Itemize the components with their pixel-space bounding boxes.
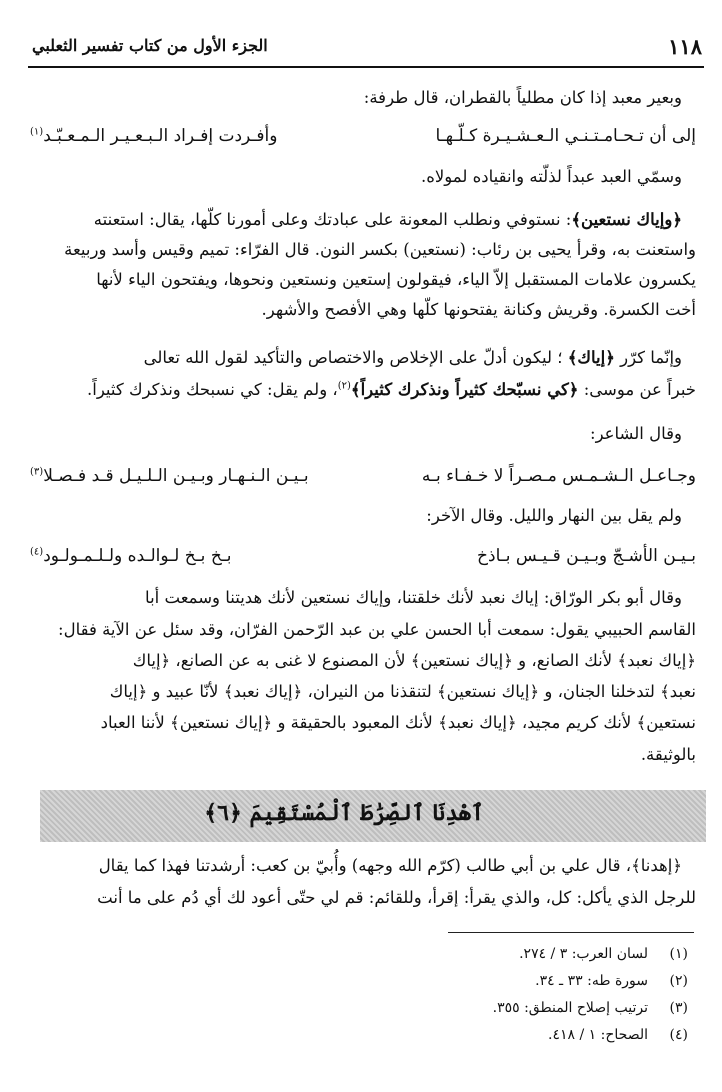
footnote-text: سورة طه: ٣٣ ـ ٣٤. [535,973,648,989]
text-span: خبراً عن موسى: [583,380,696,399]
verse-hemistich-left [30,546,232,566]
text-line: وقال الشاعر: [590,424,682,443]
verse-hemistich-left [30,126,277,146]
text-span: : نستوفي ونطلب المعونة على عبادتك وعلى أمورنا كلّها، يقال: استعنته [93,210,572,229]
footnote-number: (٣) [669,1000,688,1016]
page-number: ١١٨ [668,34,702,59]
text-line [87,380,696,400]
text-line: نعبد﴾ لتدخلنا الجنان، و ﴿إياك نستعين﴾ لتنقذنا من النيران، ﴿إياك نعبد﴾ لأنّا عبيد و ﴿إياك [109,682,696,701]
footnote-text: لسان العرب: ٣ / ٢٧٤. [519,946,648,962]
text-line: وقال أبو بكر الورّاق: إياك نعبد لأنك خلقتنا، وإياك نستعين لأنك هديتنا وسمعت أبا [145,588,682,607]
text-line: ﴿إهدنا﴾، قال علي بن أبي طالب (كرّم الله وجهه) وأُبيّ بن كعب: أرشدتنا فهذا كما يقال [98,856,682,875]
footnote-text: الصحاح: ١ / ٤١٨. [548,1027,648,1043]
footnote-text: ترتيب إصلاح المنطق: ٣٥٥. [492,1000,648,1016]
text-line: بالوثيقة. [640,745,696,764]
quran-verse-banner [40,790,706,842]
text-line: للرجل الذي يأكل: كل، والذي يقرأ: إقرأ، وللقائم: قم لي حتّى أعود لك أي دُم على ما أنت [97,888,696,907]
verse-text: بـخ بـخ لـوالـده ولـلـمـولـود [43,546,232,566]
text-line: وبعير معبد إذا كان مطلياً بالقطران، قال طرفة: [363,88,682,107]
footnote-ref: (٣) [30,466,44,478]
text-line: وسمّي العبد عبداً لذلّته وانقياده لمولاه. [420,167,682,186]
verse-hemistich-right: إلى أن تـحـامـتـنـي الـعـشـيـرة كـلّـهـا [435,126,696,146]
quran-quote: ﴿كي نسبّحك كثيراً ونذكرك كثيراً﴾ [350,380,579,399]
text-line [94,210,682,230]
running-title: الجزء الأول من كتاب تفسير الثعلبي [32,36,268,55]
page-header [28,32,704,68]
text-line: ﴿إياك نعبد﴾ لأنك الصانع، و ﴿إياك نستعين﴾ لأن المصنوع لا غنى به عن الصانع، ﴿إياك [132,651,696,670]
text-line: يكسرون علامات المستقبل إلاّ الياء، فيقولون إستعين ونستعين ونحوها، ويفتحون الياء لأنها [96,270,696,289]
footnote [519,946,688,962]
footnote-number: (١) [669,946,688,962]
verse-hemistich-right: بـيـن الأشـجّ وبـيـن قـيـس بـاذخ [477,546,696,566]
footnote-ref: (٤) [30,546,44,558]
verse-text: وأفـردت إفـراد الـبـعـيـر الـمـعـبّـد [43,126,278,146]
banner-verse: ٱهْدِنَا ٱلصِّرَٰطَ ٱلْمُسْتَقِيمَ ﴿٦﴾ [204,800,484,826]
footnote-ref: (٢) [337,380,351,392]
quran-quote: ﴿وإياك نستعين﴾ [571,210,682,229]
text-line: ولم يقل بين النهار والليل. وقال الآخر: [426,506,682,525]
text-span: ؛ ليكون أدلّ على الإخلاص والاختصاص والتأكيد لقول الله تعالى [143,348,563,367]
verse-hemistich-right: وجـاعـل الـشـمـس مـصـراً لا خـفـاء بـه [421,466,696,486]
footnote [535,973,688,989]
text-line: القاسم الحبيبي يقول: سمعت أبا الحسن علي بن عبد الرّحمن الفرّان، وقد سئل عن الآية فقال: [58,620,696,639]
text-span: ، ولم يقل: كي نسبحك ونذكرك كثيراً. [86,380,338,399]
footnote-number: (٤) [669,1027,688,1043]
footnote-divider [448,932,694,933]
footnote [493,1000,688,1016]
verse-text: بـيـن الـنـهـار وبـيـن الـلـيـل قـد فـصـلا [43,466,309,486]
quran-quote: ﴿إياك﴾ [567,348,615,367]
footnote [548,1027,688,1043]
text-span: وإنّما كرّر [620,348,682,367]
text-line [144,348,682,368]
verse-hemistich-left [30,466,309,486]
text-line: نستعين﴾ لأنك كريم مجيد، ﴿إياك نعبد﴾ لأنك المعبود بالحقيقة و ﴿إياك نستعين﴾ لأننا العباد [100,713,696,732]
footnote-ref: (١) [30,126,44,138]
text-line: واستعنت به، وقرأ يحيى بن رئاب: (نستعين) بكسر النون. قال الفرّاء: تميم وقيس وأسد وربيعة [64,240,696,259]
footnote-number: (٢) [669,973,688,989]
text-line: أخت الكسرة. وقريش وكنانة يفتحونها كلّها وهي الأفصح والأشهر. [261,300,696,319]
